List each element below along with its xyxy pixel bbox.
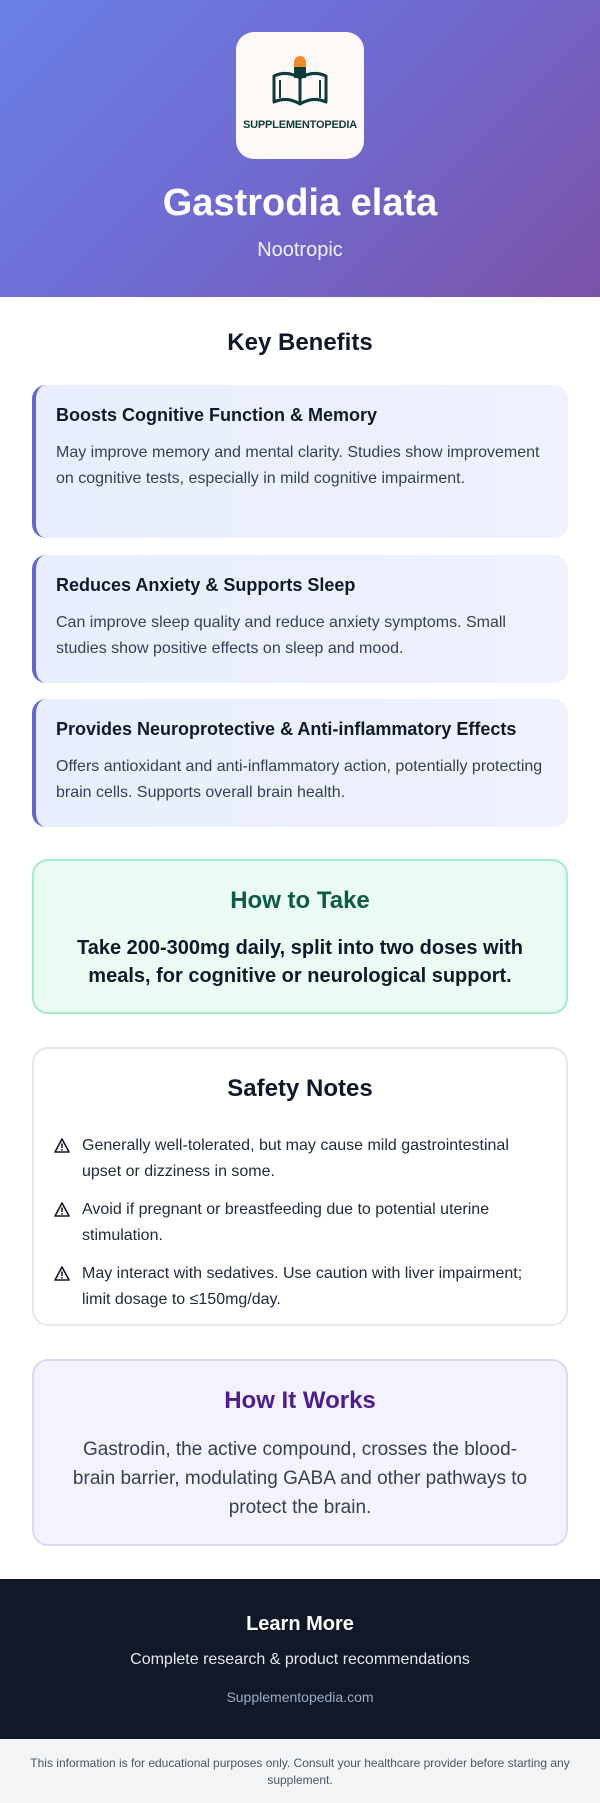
how-to-take-card [32,859,568,1014]
how-it-works-heading: How It Works [224,1387,376,1414]
warning-icon [54,1133,82,1185]
key-benefits-heading: Key Benefits [227,329,373,356]
learn-more-footer [0,1579,600,1739]
warning-icon [54,1197,82,1249]
book-capsule-icon [270,56,330,116]
safety-text: Avoid if pregnant or breastfeeding due to potential uterine stimulation. [82,1201,490,1244]
how-it-works-card [32,1359,568,1546]
page-title: Gastrodia elata [162,182,438,224]
benefit-card [32,699,568,827]
logo-wordmark: SUPPLEMENTOPEDIA [243,119,357,131]
benefit-text: Can improve sleep quality and reduce anxiety symptoms. Small studies show positive effects on sleep and mood. [56,614,506,657]
benefit-text: Offers antioxidant and anti-inflammatory action, potentially protecting brain cells. Supports overall brain health. [56,758,543,801]
website-link[interactable]: Supplementopedia.com [226,1689,374,1705]
safety-notes-card [32,1047,568,1326]
benefit-title: Boosts Cognitive Function & Memory [56,405,378,425]
benefit-text: May improve memory and mental clarity. Studies show improvement on cognitive tests, especially in mild cognitive impairment. [56,444,540,487]
how-to-take-heading: How to Take [230,887,370,914]
benefit-title: Provides Neuroprotective & Anti-inflammatory Effects [56,719,517,739]
safety-notes-heading: Safety Notes [227,1075,373,1102]
safety-text: May interact with sedatives. Use caution with liver impairment; limit dosage to ≤150mg/day. [82,1265,523,1308]
benefit-card [32,385,568,538]
benefit-card [32,555,568,683]
disclaimer-text: This information is for educational purposes only. Consult your healthcare provider before starting any supplement. [0,1739,600,1803]
dosage-text: Take 200-300mg daily, split into two doses with meals, for cognitive or neurological support. [76,937,524,987]
warning-icon [54,1261,82,1313]
category-label: Nootropic [257,239,343,261]
benefit-title: Reduces Anxiety & Supports Sleep [56,575,356,595]
safety-item [54,1261,546,1313]
hero-banner [0,0,600,297]
brand-logo [236,32,364,159]
safety-text: Generally well-tolerated, but may cause mild gastrointestinal upset or dizziness in some. [82,1137,509,1180]
safety-item [54,1197,546,1249]
safety-item [54,1133,546,1185]
learn-more-heading: Learn More [246,1613,354,1635]
learn-more-subtitle: Complete research & product recommendations [130,1651,470,1668]
mechanism-text: Gastrodin, the active compound, crosses the blood-brain barrier, modulating GABA and other pathways to protect the brain. [72,1439,528,1518]
